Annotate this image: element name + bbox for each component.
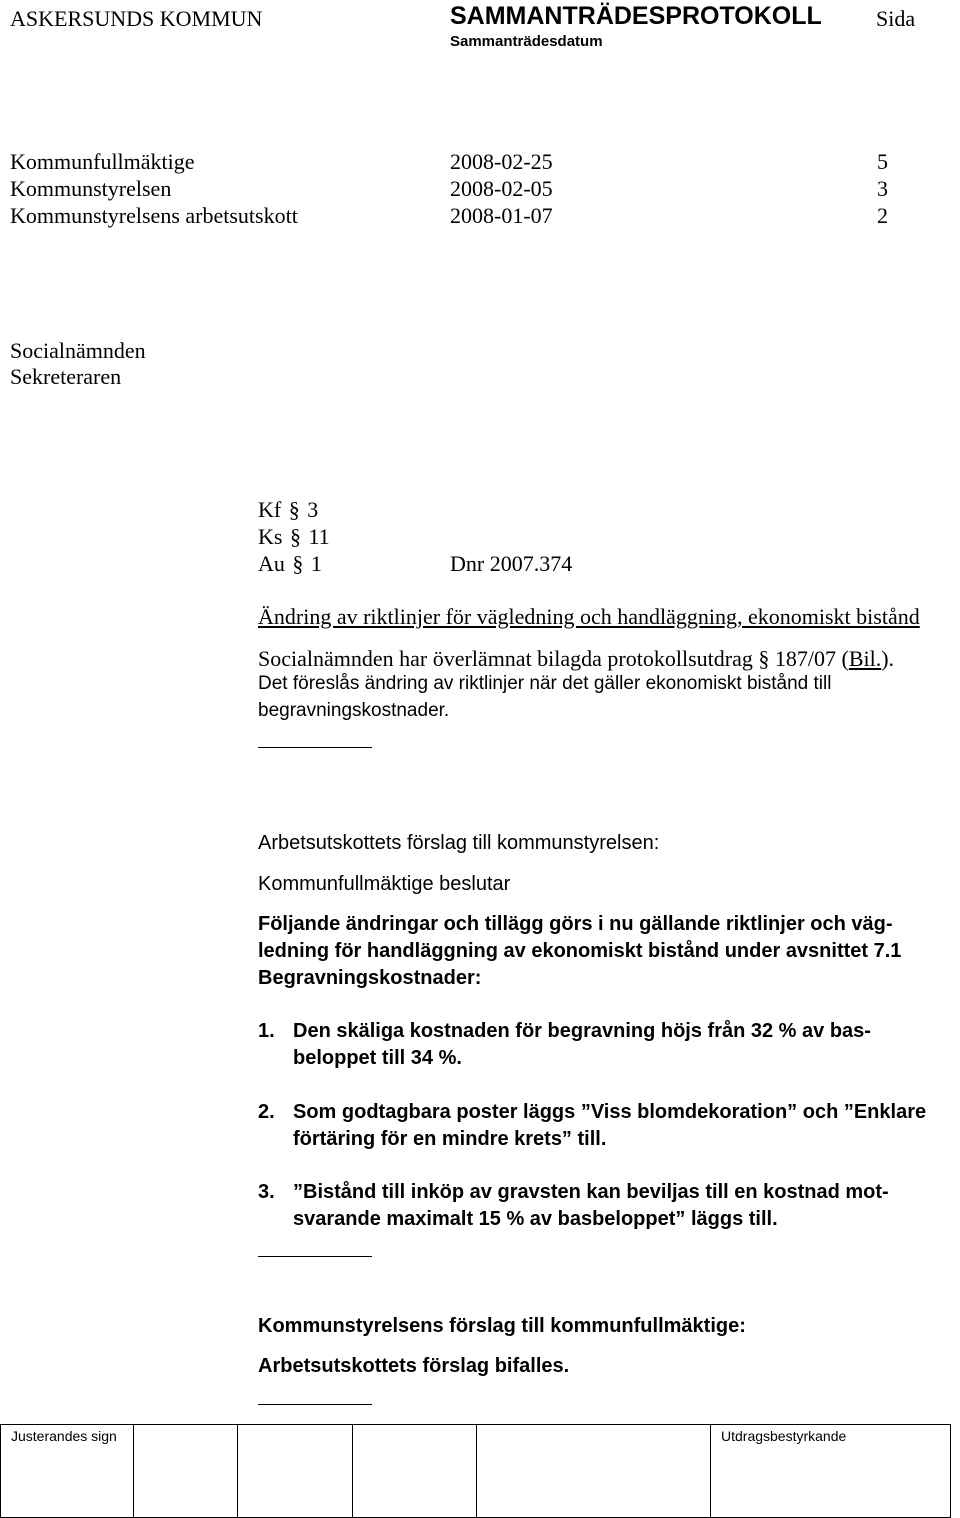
ref-number: 11 [308, 524, 330, 549]
intro-text: Socialnämnden har överlämnat bilagda protokollsutdrag [258, 646, 759, 671]
municipality-name: ASKERSUNDS KOMMUN [10, 6, 263, 31]
section-sign: § [288, 497, 300, 522]
meeting-date: 2008-02-05 [450, 176, 553, 201]
ref-abbr: Kf [258, 497, 282, 522]
meeting-body: Kommunfullmäktige [10, 149, 195, 174]
list-item-line: förtäring för en mindre krets” till. [293, 1128, 607, 1150]
preamble-line: Följande ändringar och tillägg görs i nu gällande riktlinjer och väg- [258, 913, 893, 935]
list-item-number: 3. [258, 1181, 275, 1203]
certify-cell[interactable] [711, 1425, 950, 1517]
list-item-line: beloppet till 34 %. [293, 1047, 462, 1069]
divider [258, 747, 372, 748]
paragraph-ref-ks [258, 524, 330, 550]
ref-number: 1 [310, 551, 322, 576]
meeting-page: 5 [877, 149, 888, 174]
au-proposal-heading: Arbetsutskottets förslag till kommunstyrelsen: [258, 832, 660, 854]
diary-number: Dnr 2007.374 [450, 551, 573, 576]
list-item-number: 2. [258, 1101, 275, 1123]
paragraph-ref-kf [258, 497, 318, 523]
list-item-body [293, 1179, 889, 1233]
au-proposal-subheading: Kommunfullmäktige beslutar [258, 873, 511, 895]
meeting-date-label: Sammanträdesdatum [450, 33, 603, 50]
sign-cell[interactable] [477, 1425, 711, 1517]
ks-proposal-decision: Arbetsutskottets förslag bifalles. [258, 1355, 570, 1377]
list-item [258, 1099, 958, 1153]
intro-line-2: Det föreslås ändring av riktlinjer när det gäller ekonomiskt bistånd till [258, 673, 832, 694]
sign-cell[interactable] [1, 1425, 134, 1517]
list-item [258, 1179, 958, 1233]
list-item-line: ”Bistånd till inköp av gravsten kan beviljas till en kostnad mot- [293, 1181, 889, 1203]
intro-paragraph [258, 670, 831, 724]
section-sign: § [289, 524, 301, 549]
intro-ref: 187/07 ( [769, 646, 849, 671]
au-preamble [258, 911, 958, 992]
justerandes-sign-label: Justerandes sign [11, 1428, 117, 1444]
preamble-line: Begravningskostnader: [258, 967, 482, 989]
signature-table [0, 1424, 951, 1518]
sign-cell[interactable] [134, 1425, 238, 1517]
divider [258, 1404, 372, 1405]
paragraph-ref-au [258, 551, 322, 577]
meeting-body: Kommunstyrelsens arbetsutskott [10, 203, 298, 228]
meeting-body: Kommunstyrelsen [10, 176, 172, 201]
sign-cell[interactable] [353, 1425, 477, 1517]
meeting-page: 2 [877, 203, 888, 228]
list-item-line: Den skäliga kostnaden för begravning höjs från 32 % av bas- [293, 1020, 871, 1042]
recipient: Sekreteraren [10, 364, 122, 389]
ref-abbr: Ks [258, 524, 283, 549]
intro-line-3: begravningskostnader. [258, 700, 450, 721]
attachment-link[interactable]: Bil. [848, 646, 882, 671]
meeting-page: 3 [877, 176, 888, 201]
section-sign: § [758, 646, 770, 671]
section-sign: § [292, 551, 304, 576]
meeting-date: 2008-01-07 [450, 203, 553, 228]
ref-abbr: Au [258, 551, 285, 576]
ks-proposal-heading: Kommunstyrelsens förslag till kommunfullmäktige: [258, 1315, 746, 1337]
subject-title: Ändring av riktlinjer för vägledning och handläggning, ekonomiskt bistånd [258, 604, 920, 629]
intro-suffix: ). [881, 646, 895, 671]
list-item-number: 1. [258, 1020, 275, 1042]
list-item [258, 1018, 958, 1072]
list-item-line: svarande maximalt 15 % av basbeloppet” läggs till. [293, 1208, 778, 1230]
divider [258, 1256, 372, 1257]
ref-number: 3 [307, 497, 319, 522]
document-type-title: SAMMANTRÄDESPROTOKOLL [450, 2, 822, 30]
intro-line-1 [258, 646, 894, 672]
preamble-line: ledning för handläggning av ekonomiskt bistånd under avsnittet 7.1 [258, 940, 902, 962]
recipient: Socialnämnden [10, 338, 146, 363]
list-item-line: Som godtagbara poster läggs ”Viss blomdekoration” och ”Enklare [293, 1101, 927, 1123]
sign-cell[interactable] [238, 1425, 353, 1517]
list-item-body [293, 1099, 926, 1153]
meeting-date: 2008-02-25 [450, 149, 553, 174]
page-label: Sida [876, 6, 916, 31]
certify-label: Utdragsbestyrkande [721, 1428, 847, 1444]
list-item-body [293, 1018, 871, 1072]
